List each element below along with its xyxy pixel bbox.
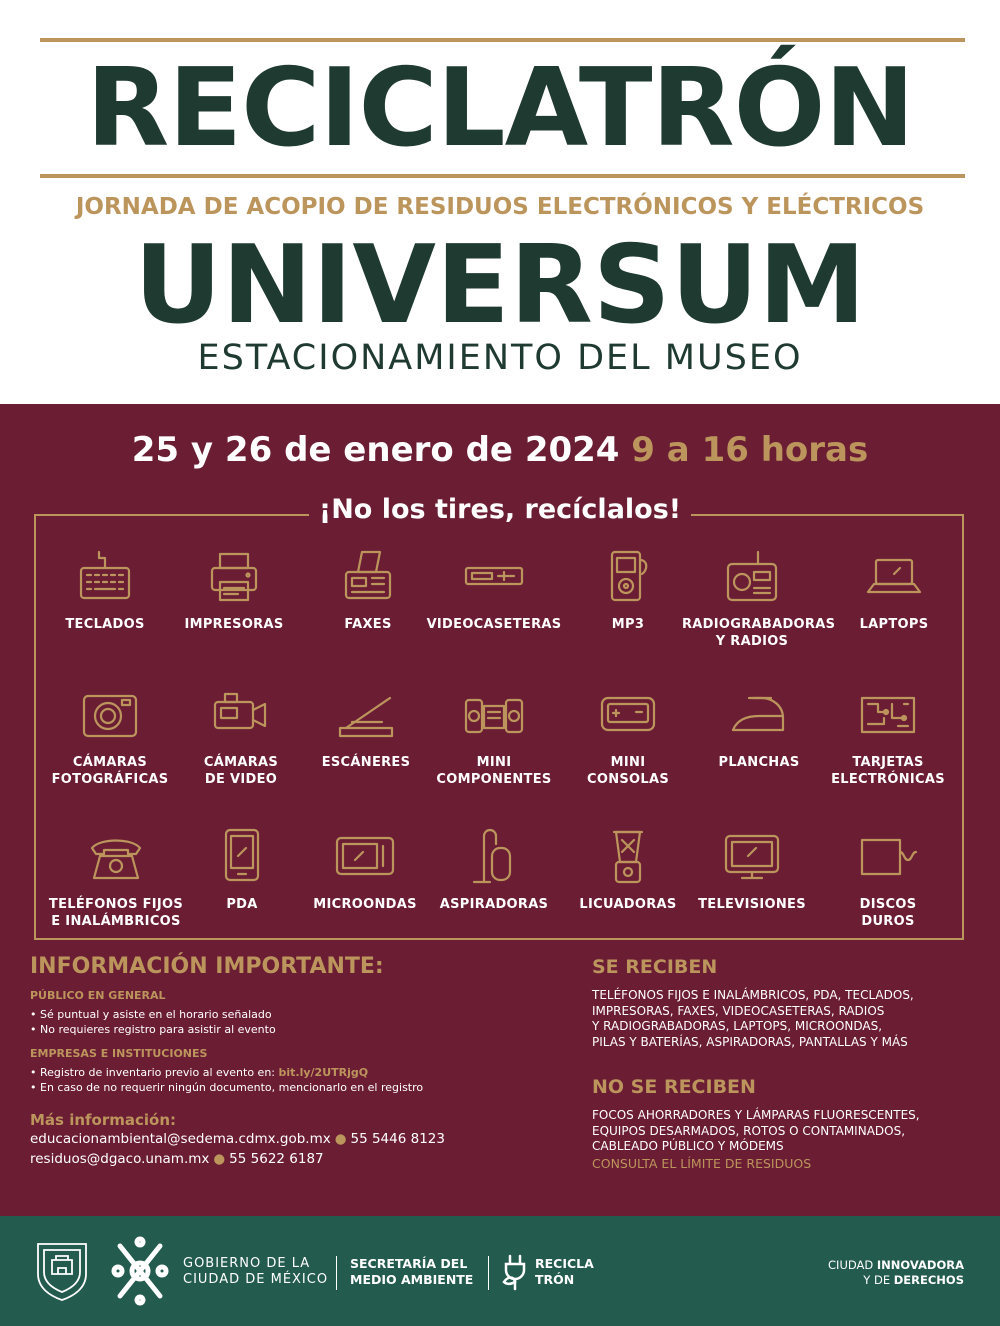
companies-title: EMPRESAS E INSTITUCIONES [30, 1047, 208, 1060]
limit-note: CONSULTA EL LÍMITE DE RESIDUOS [592, 1155, 812, 1171]
header [0, 0, 1000, 404]
item-pda [172, 826, 312, 913]
item-label: PDA [226, 897, 258, 912]
item-mini-componentes [424, 684, 564, 788]
item-radiograbadoras [682, 546, 836, 650]
item-label: PLANCHAS [718, 755, 800, 770]
item-aspiradoras [424, 826, 564, 913]
cdmx-logo-icon [108, 1236, 172, 1306]
camera-icon [80, 684, 140, 744]
info-title: INFORMACIÓN IMPORTANTE: [30, 954, 384, 979]
sedema-text [350, 1256, 473, 1288]
main-title: RECICLATRÓN [86, 46, 914, 171]
event-details-section [0, 404, 1000, 1216]
item-mini-consolas [558, 684, 698, 788]
item-discos-duros [818, 826, 958, 930]
item-camaras-fotograficas [40, 684, 180, 788]
item-planchas [689, 684, 829, 771]
list-item: • En caso de no requerir ningún documento, mencionarlo en el registro [30, 1080, 550, 1095]
registration-text: Registro de inventario previo al evento en: [40, 1066, 279, 1079]
event-hours: 9 a 16 horas [631, 430, 869, 470]
slogan [0, 494, 1000, 525]
item-label: MICROONDAS [313, 897, 417, 912]
item-label: TECLADOS [65, 617, 145, 632]
video-camera-icon [211, 684, 271, 744]
ciudad-word: INNOVADORA [876, 1258, 964, 1272]
scanner-icon [336, 684, 396, 744]
blender-icon [598, 826, 658, 886]
accepted-line: PILAS Y BATERÍAS, ASPIRADORAS, PANTALLAS Y MÁS [592, 1034, 908, 1049]
item-licuadoras [558, 826, 698, 913]
item-laptops [824, 546, 964, 633]
circuit-board-icon [858, 684, 918, 744]
mp3-player-icon [598, 546, 658, 606]
sedema-line: MEDIO AMBIENTE [350, 1272, 474, 1287]
registration-link[interactable]: bit.ly/2UTRjgQ [278, 1066, 369, 1079]
reciclatron-text [535, 1256, 594, 1288]
reciclatron-line: TRÓN [535, 1272, 575, 1287]
list-item [30, 1065, 550, 1080]
accepted-rejected [592, 956, 972, 1171]
divider [336, 1256, 337, 1290]
rejected-line: CABLEADO PÚBLICO Y MÓDEMS [592, 1139, 784, 1153]
item-label: MINI COMPONENTES [436, 755, 552, 787]
item-microondas [295, 826, 435, 913]
contact-line [30, 1149, 550, 1169]
rejected-list [592, 1108, 972, 1155]
item-label: IMPRESORAS [184, 617, 284, 632]
item-label: MINI CONSOLAS [587, 755, 669, 787]
event-subtitle: JORNADA DE ACOPIO DE RESIDUOS ELECTRÓNICOS Y ELÉCTRICOS [75, 194, 925, 220]
general-public-list [30, 1007, 550, 1037]
ciudad-word: DERECHOS [893, 1273, 964, 1287]
item-label: ASPIRADORAS [439, 897, 549, 912]
ciudad-line [828, 1258, 964, 1273]
accepted-title: SE RECIBEN [592, 956, 718, 978]
item-label: LICUADORAS [579, 897, 677, 912]
item-label: TARJETAS ELECTRÓNICAS [831, 755, 945, 787]
rejected-line: EQUIPOS DESARMADOS, ROTOS O CONTAMINADOS, [592, 1123, 906, 1138]
event-date: 25 y 26 de enero de 2024 [131, 430, 620, 470]
companies-list [30, 1065, 550, 1095]
item-teclados [35, 546, 175, 633]
venue-subtitle: ESTACIONAMIENTO DEL MUSEO [197, 338, 803, 378]
title-divider [40, 174, 965, 178]
phone-number: 55 5446 8123 [350, 1131, 445, 1147]
ciudad-line [828, 1273, 964, 1288]
gov-line: GOBIERNO DE LA [183, 1256, 311, 1271]
gov-cdmx-text [183, 1256, 328, 1288]
vcr-icon [464, 546, 524, 606]
top-divider [40, 38, 965, 42]
item-label: ESCÁNERES [321, 755, 411, 770]
plug-leaf-icon [500, 1252, 530, 1292]
accepted-line: IMPRESORAS, FAXES, VIDEOCASETERAS, RADIOS [592, 1003, 885, 1018]
general-public-title: PÚBLICO EN GENERAL [30, 989, 166, 1002]
accepted-line: TELÉFONOS FIJOS E INALÁMBRICOS, PDA, TECLADOS, [592, 988, 914, 1002]
venue-title: UNIVERSUM [134, 223, 866, 348]
item-label: VIDEOCASETERAS [426, 617, 562, 632]
item-escaneres [296, 684, 436, 771]
email-link[interactable]: residuos@dgaco.unam.mx [30, 1151, 210, 1167]
item-label: RADIOGRABADORAS Y RADIOS [682, 617, 836, 649]
item-mp3 [558, 546, 698, 633]
footer [0, 1216, 1000, 1326]
ciudad-word: Y DE [863, 1273, 894, 1287]
game-console-icon [598, 684, 658, 744]
important-info [30, 954, 550, 1169]
item-camaras-video [171, 684, 311, 788]
ciudad-word: CIUDAD [828, 1258, 877, 1272]
item-label: TELEVISIONES [698, 897, 806, 912]
item-impresoras [164, 546, 304, 633]
item-label: DISCOS DUROS [859, 897, 917, 929]
cdmx-shield-icon [36, 1240, 88, 1302]
ciudad-innovadora-text [828, 1258, 964, 1288]
item-label: MP3 [611, 617, 645, 632]
rejected-line: FOCOS AHORRADORES Y LÁMPARAS FLUORESCENTES, [592, 1108, 920, 1122]
stereo-icon [464, 684, 524, 744]
telephone-icon [86, 826, 146, 886]
radio-icon [722, 546, 782, 606]
item-televisiones [682, 826, 822, 913]
separator-dot: ● [334, 1131, 347, 1147]
microwave-icon [335, 826, 395, 886]
contact-line [30, 1129, 550, 1149]
item-label: TELÉFONOS FIJOS E INALÁMBRICOS [48, 897, 184, 929]
pda-icon [212, 826, 272, 886]
gov-line: CIUDAD DE MÉXICO [183, 1272, 329, 1287]
vacuum-icon [464, 826, 524, 886]
item-faxes [298, 546, 438, 633]
item-label: LAPTOPS [859, 617, 929, 632]
more-info-title: Más información: [30, 1111, 177, 1129]
item-videocaseteras [424, 546, 564, 633]
item-label: FAXES [344, 617, 392, 632]
list-item: • Sé puntual y asiste en el horario señalado [30, 1007, 550, 1022]
accepted-list [592, 988, 972, 1050]
divider [488, 1256, 489, 1290]
printer-icon [204, 546, 264, 606]
phone-number: 55 5622 6187 [229, 1151, 324, 1167]
hard-drive-icon [858, 826, 918, 886]
reciclatron-line: RECICLA [535, 1256, 594, 1271]
television-icon [722, 826, 782, 886]
email-link[interactable]: educacionambiental@sedema.cdmx.gob.mx [30, 1131, 331, 1147]
item-label: CÁMARAS FOTOGRÁFICAS [51, 755, 169, 787]
laptop-icon [864, 546, 924, 606]
accepted-line: Y RADIOGRABADORAS, LAPTOPS, MICROONDAS, [592, 1019, 883, 1033]
item-telefonos [46, 826, 186, 930]
sedema-line: SECRETARÍA DEL [350, 1256, 468, 1271]
slogan-text: ¡No los tires, recíclalos! [309, 494, 691, 525]
date-line [0, 430, 1000, 470]
rejected-title: NO SE RECIBEN [592, 1076, 756, 1098]
iron-icon [729, 684, 789, 744]
list-item: • No requieres registro para asistir al evento [30, 1022, 550, 1037]
item-tarjetas-electronicas [818, 684, 958, 788]
item-label: CÁMARAS DE VIDEO [203, 755, 279, 787]
separator-dot: ● [213, 1151, 226, 1167]
keyboard-icon [75, 546, 135, 606]
fax-icon [338, 546, 398, 606]
